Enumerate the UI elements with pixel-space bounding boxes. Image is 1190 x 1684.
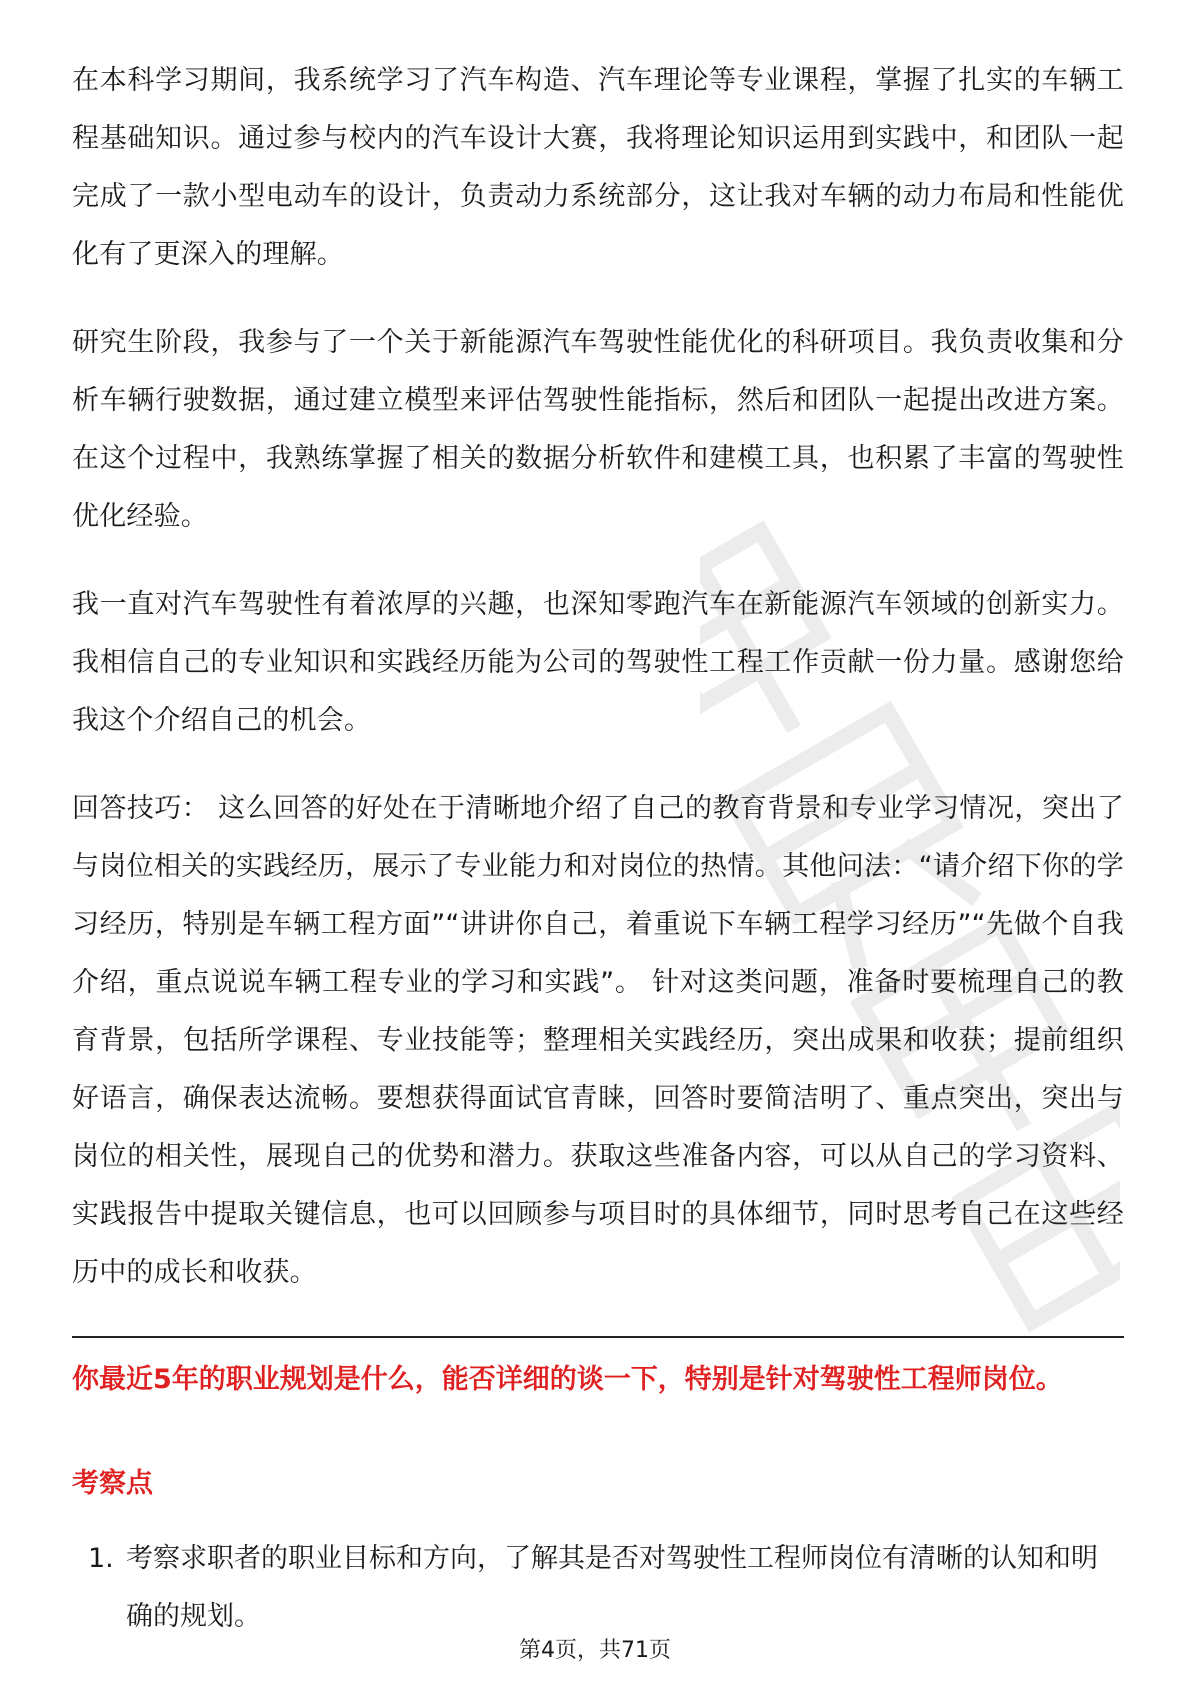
paragraph-undergraduate: 在本科学习期间，我系统学习了汽车构造、汽车理论等专业课程，掌握了扎实的车辆工程基础知识。通过参与校内的汽车设计大赛，我将理论知识运用到实践中，和团队一起完成了一款小型电动车的设计，负责动力系统部分，这让我对车辆的动力布局和性能优化有了更深入的理解。	[72, 65, 1124, 270]
list-item-text: 考察求职者的职业目标和方向，了解其是否对驾驶性工程师岗位有清晰的认知和明确的规划。	[126, 1543, 1098, 1632]
question-heading: 你最近5年的职业规划是什么，能否详细的谈一下，特别是针对驾驶性工程师岗位。	[72, 1364, 1063, 1395]
list-item-number: 1.	[88, 1543, 114, 1574]
paragraph-answer-tips: 回答技巧： 这么回答的好处在于清晰地介绍了自己的教育背景和专业学习情况，突出了与岗位相关的实践经历，展示了专业能力和对岗位的热情。其他问法：“请介绍下你的学习经历，特别是车辆工程方面”“讲讲你自己，着重说下车辆工程学习经历”“先做个自我介绍，重点说说车辆工程专业的学习和实践”。 针对这类问题，准备时要梳理自己的教育背景，包括所学课程、专业技能等；整理相关实践经历，突出成果和收获；提前组织好语言，确保表达流畅。要想获得面试官青睐，回答时要简洁明了、重点突出，突出与岗位的相关性，展现自己的优势和潜力。获取这些准备内容，可以从自己的学习资料、实践报告中提取关键信息，也可以回顾参与项目时的具体细节，同时思考自己在这些经历中的成长和收获。	[72, 793, 1124, 1288]
paragraph-graduate: 研究生阶段，我参与了一个关于新能源汽车驾驶性能优化的科研项目。我负责收集和分析车辆行驶数据，通过建立模型来评估驾驶性能指标，然后和团队一起提出改进方案。在这个过程中，我熟练掌握了相关的数据分析软件和建模工具，也积累了丰富的驾驶性优化经验。	[72, 327, 1124, 532]
section-title: 考察点	[72, 1468, 153, 1499]
section-divider	[72, 1336, 1124, 1338]
assessment-points-list	[72, 1530, 1124, 1646]
list-item	[72, 1530, 1124, 1646]
document-body	[72, 52, 1124, 1302]
paragraph-motivation: 我一直对汽车驾驶性有着浓厚的兴趣，也深知零跑汽车在新能源汽车领域的创新实力。我相信自己的专业知识和实践经历能为公司的驾驶性工程工作贡献一份力量。感谢您给我这个介绍自己的机会。	[72, 589, 1124, 736]
page-footer: 第4页，共71页	[519, 1638, 671, 1663]
